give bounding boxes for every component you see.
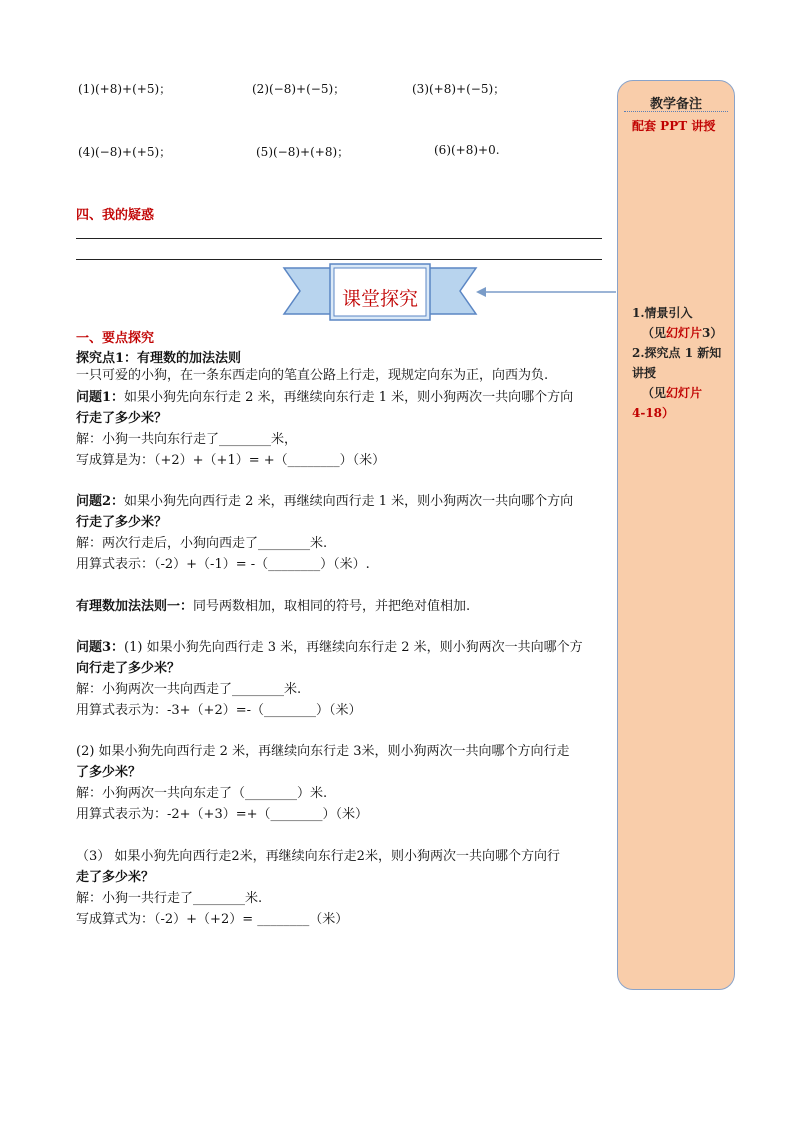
q3-line1 xyxy=(76,638,583,658)
rule1-text: 同号两数相加，取相同的符号，并把绝对值相加. xyxy=(193,599,471,614)
q1-line1 xyxy=(76,388,573,408)
answer-line-2 xyxy=(76,259,602,260)
q2-expression: 用算式表示：（-2）+（-1）= -（________）（米）. xyxy=(76,557,370,572)
exercise-2: (2)(−8)+(−5)； xyxy=(252,82,346,96)
q3-text1: (1) 如果小狗先向西行走 3 米，再继续向东行走 2 米，则小狗两次一共向哪个方 xyxy=(124,640,583,655)
q3-2-text2: 了多少米？ xyxy=(76,765,142,780)
note3-open: （见 xyxy=(642,386,667,400)
rule1 xyxy=(76,597,470,617)
note1-open: （见 xyxy=(642,326,667,340)
exercise-4: (4)(−8)+(+5)； xyxy=(78,145,172,159)
q2-text1: 如果小狗先向西行走 2 米，再继续向西行走 1 米，则小狗两次一共向哪个方向 xyxy=(124,494,574,509)
q1-text1: 如果小狗先向东行走 2 米，再继续向东行走 1 米，则小狗两次一共向哪个方向 xyxy=(124,390,574,405)
sidebar-divider xyxy=(624,111,728,112)
q2-answer: 解：两次行走后，小狗向西走了________米. xyxy=(76,536,328,551)
intro-text: 一只可爱的小狗，在一条东西走向的笔直公路上行走，现规定向东为正，向西为负. xyxy=(76,368,549,383)
q1-label: 问题1： xyxy=(76,390,125,405)
sidebar-note-3-range: 4-18） xyxy=(632,406,675,420)
sidebar-notes xyxy=(632,303,728,423)
sidebar-note-1: 1.情景引入 xyxy=(632,306,693,320)
inquiry1-title: 探究点1：有理数的加法法则 xyxy=(76,351,242,366)
banner-text: 课堂探究 xyxy=(341,288,418,310)
rule1-label: 有理数加法法则一： xyxy=(76,599,194,614)
q1-text2: 行走了多少米？ xyxy=(76,411,168,426)
q3-3-answer: 解：小狗一共行走了________米. xyxy=(76,891,263,906)
note1-close: 3） xyxy=(702,326,723,340)
sidebar-subtitle: 配套 PPT 讲授 xyxy=(632,119,716,133)
q3-2-text1: (2) 如果小狗先向西行走 2 米，再继续向东行走 3米，则小狗两次一共向哪个方向行走 xyxy=(76,744,570,759)
q3-3-expression: 写成算式为：（-2）+（+2）= ________（米） xyxy=(76,912,349,927)
sidebar-note-2: 2.探究点 1 新知讲授 xyxy=(632,346,722,380)
q3-answer: 解：小狗两次一共向西走了________米. xyxy=(76,682,302,697)
section1-title: 一、要点探究 xyxy=(76,331,155,346)
q3-text2: 向行走了多少米？ xyxy=(76,661,181,676)
banner xyxy=(282,262,478,326)
sidebar-note-1-ref xyxy=(632,323,728,343)
q2-text2: 行走了多少米？ xyxy=(76,515,168,530)
q1-expression: 写成算是为：（+2）+（+1）= +（________）（米） xyxy=(76,453,386,468)
q3-3-text2: 走了多少米？ xyxy=(76,870,155,885)
q3-3-text1: （3） 如果小狗先向西行走2米，再继续向东行走2米，则小狗两次一共向哪个方向行 xyxy=(76,849,560,864)
q1-answer: 解：小狗一共向东行走了________米， xyxy=(76,432,298,447)
note1-slide-word: 幻灯片 xyxy=(666,326,703,340)
q3-2-answer: 解：小狗两次一共向东走了（________）米. xyxy=(76,786,328,801)
q3-2-expression: 用算式表示为：-2+（+3）=+（________）（米） xyxy=(76,807,369,822)
q2-label: 问题2： xyxy=(76,494,125,509)
answer-line-1 xyxy=(76,238,602,239)
exercise-6: (6)(+8)+0. xyxy=(434,143,500,157)
q3-label: 问题3： xyxy=(76,640,125,655)
teaching-notes-sidebar xyxy=(617,80,735,990)
q3-expression: 用算式表示为：-3+（+2）=-（________）（米） xyxy=(76,703,362,718)
sidebar-note-3-ref xyxy=(632,383,728,403)
exercise-5: (5)(−8)+(+8)； xyxy=(256,145,350,159)
sidebar-title: 教学备注 xyxy=(649,97,702,112)
q2-line1 xyxy=(76,492,573,512)
note3-slide-word: 幻灯片 xyxy=(666,386,703,400)
arrow-left-icon xyxy=(474,284,618,300)
exercise-1: (1)(+8)+(+5)； xyxy=(78,82,172,96)
section4-title: 四、我的疑惑 xyxy=(76,208,155,223)
exercise-3: (3)(+8)+(−5)； xyxy=(412,82,506,96)
